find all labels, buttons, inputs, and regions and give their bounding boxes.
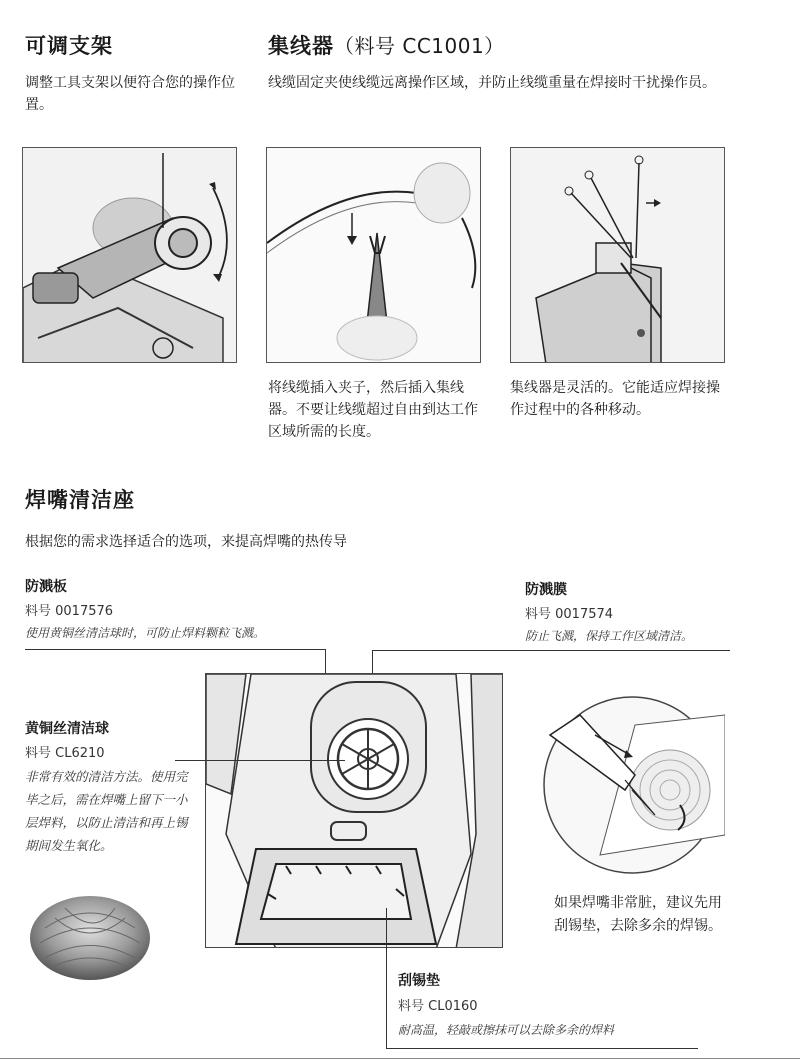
cleaning-station-illustration <box>205 673 503 948</box>
scraper-pad-underline <box>386 1048 698 1049</box>
cable-hub-heading <box>268 30 505 60</box>
holder-illustration <box>22 147 237 363</box>
cable-hub-desc: 线缆固定夹使线缆远离操作区域，并防止线缆重量在焊接时干扰操作员。 <box>268 75 716 91</box>
bottom-rule <box>0 1058 800 1059</box>
adjustable-holder-title: 可调支架 <box>25 34 113 58</box>
hub-illustration <box>510 147 725 363</box>
hub-caption: 集线器是灵活的。它能适应焊接操作过程中的各种移动。 <box>510 380 720 418</box>
clip-caption: 将线缆插入夹子，然后插入集线器。不要让线缆超过自由到达工作区域所需的长度。 <box>268 380 478 440</box>
scraper-pad-leader <box>386 908 387 1048</box>
cable-hub-title: 集线器 <box>268 34 334 58</box>
splash-guard-note: 使用黄铜丝清洁球时，可防止焊料颗粒飞溅。 <box>25 626 266 640</box>
splash-guard-part: 料号 0017576 <box>25 604 114 619</box>
tip-wipe-illustration <box>540 695 725 875</box>
brass-ball-note: 非常有效的清洁方法。使用完毕之后，需在焊嘴上留下一小层焊料，以防止清洁和再上锡期间发生氧化。 <box>25 769 188 853</box>
splash-film-leader <box>372 650 730 651</box>
scraper-pad-part: 料号 CL0160 <box>398 999 478 1014</box>
scraper-pad-title: 刮锡垫 <box>398 973 440 989</box>
adjustable-holder-desc: 调整工具支架以便符合您的操作位置。 <box>25 75 235 113</box>
scraper-pad-note: 耐高温，轻敲或擦抹可以去除多余的焊料 <box>398 1023 615 1037</box>
splash-film-part: 料号 0017574 <box>525 607 614 622</box>
splash-film-title: 防溅膜 <box>525 582 567 598</box>
splash-guard-leader <box>25 649 325 650</box>
tip-cleaner-title: 焊嘴清洁座 <box>25 488 135 512</box>
splash-guard-title: 防溅板 <box>25 579 67 595</box>
tip-cleaner-desc: 根据您的需求选择适合的选项，来提高焊嘴的热传导 <box>25 534 347 550</box>
brass-ball-title: 黄铜丝清洁球 <box>25 721 109 737</box>
splash-film-note: 防止飞溅，保持工作区域清洁。 <box>525 629 694 643</box>
tip-note: 如果焊嘴非常脏，建议先用刮锡垫，去除多余的焊锡。 <box>554 895 722 934</box>
brass-ball-leader <box>175 760 345 761</box>
clip-illustration <box>266 147 481 363</box>
cable-hub-part-number: （料号 CC1001） <box>334 34 505 58</box>
brass-ball-part: 料号 CL6210 <box>25 746 105 761</box>
brass-wool-illustration <box>15 878 165 988</box>
